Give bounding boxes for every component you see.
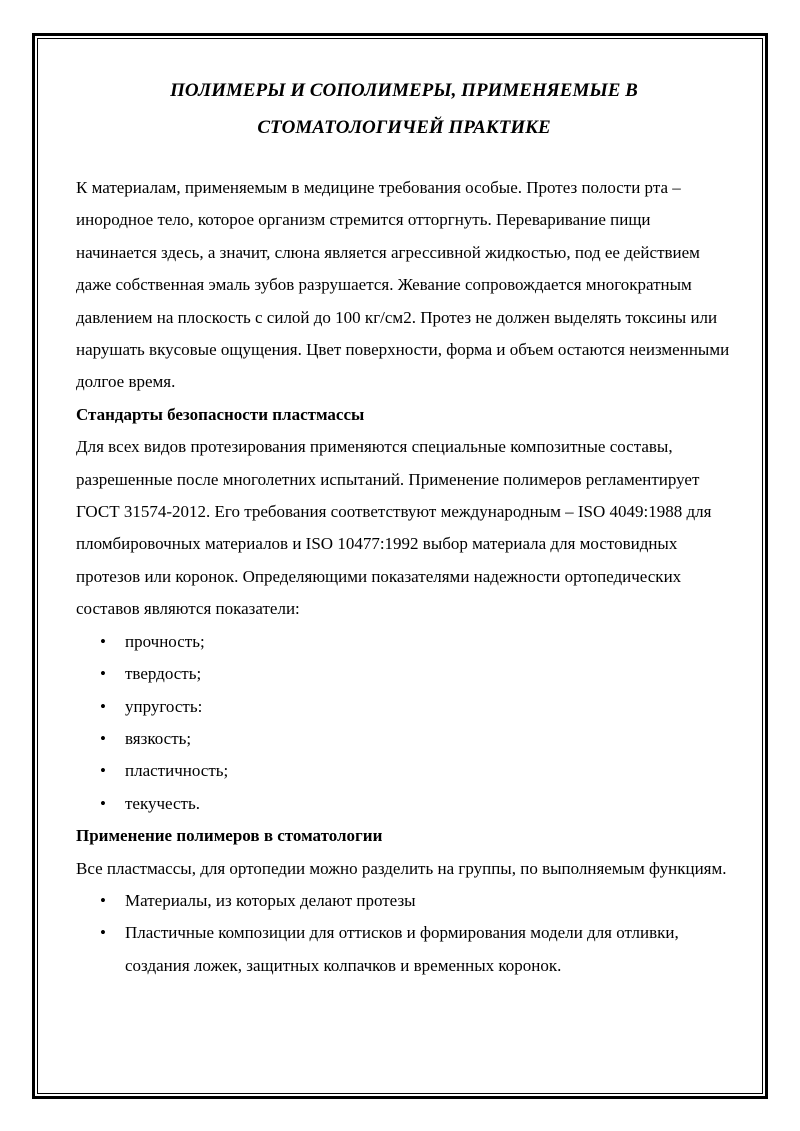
list-item: • прочность; xyxy=(76,626,732,658)
safety-standards-paragraph: Для всех видов протезирования применяются специальные композитные составы, разрешенные после многолетних испытаний. Применение полимеров регламентирует ГОСТ 31574-2012. Его требования соответствуют международным – ISO 4049:1988 для пломбировочных материалов и ISO 10477:1992 выбор материала для мостовидных протезов или коронок. Определяющими показателями надежности ортопедических составов являются показатели: xyxy=(76,437,712,619)
list-item: • текучесть. xyxy=(76,788,732,820)
list-item: • твердость; xyxy=(76,658,732,690)
section-heading-safety-standards: Стандарты безопасности пластмассы xyxy=(76,404,365,424)
list-item: • вязкость; xyxy=(76,723,732,755)
document-body xyxy=(76,72,732,982)
list-item: • Материалы, из которых делают протезы xyxy=(76,885,732,917)
indicators-list xyxy=(76,626,732,820)
list-item: • упругость: xyxy=(76,691,732,723)
intro-paragraph: К материалам, применяемым в медицине требования особые. Протез полости рта – инородное тело, которое организм стремится отторгнуть. Переваривание пищи начинается здесь, а значит, слюна является агрессивной жидкостью, под ее действием даже собственная эмаль зубов разрушается. Жевание сопровождается многократным давлением на плоскость с силой до 100 кг/см2. Протез не должен выделять токсины или нарушать вкусовые ощущения. Цвет поверхности, форма и объем остаются неизменными долгое время. xyxy=(76,178,730,392)
section-heading-polymer-usage: Применение полимеров в стоматологии xyxy=(76,826,383,846)
plastic-groups-list xyxy=(76,885,732,982)
list-item: • пластичность; xyxy=(76,755,732,787)
document-title: ПОЛИМЕРЫ И СОПОЛИМЕРЫ, ПРИМЕНЯЕМЫЕ В СТОМАТОЛОГИЧЕЙ ПРАКТИКЕ xyxy=(170,80,638,138)
list-item: • Пластичные композиции для оттисков и формирования модели для отливки, создания ложек, защитных колпачков и временных коронок. xyxy=(76,917,732,982)
polymer-usage-paragraph: Все пластмассы, для ортопедии можно разделить на группы, по выполняемым функциям. xyxy=(76,858,727,878)
